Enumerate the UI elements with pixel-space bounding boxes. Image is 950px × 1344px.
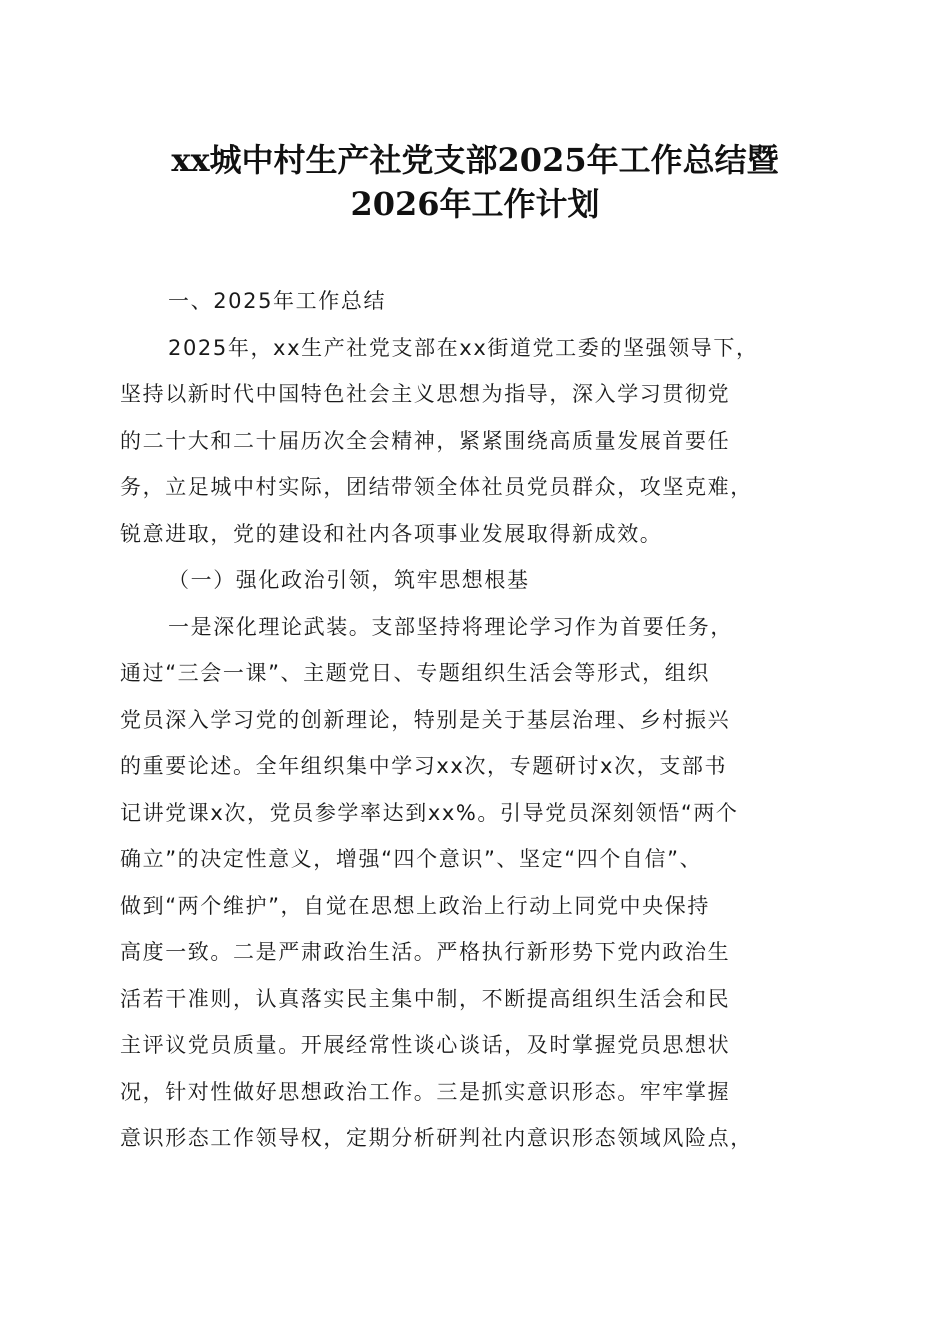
section-heading: 一、2025年工作总结	[168, 289, 387, 313]
paragraph-line: 坚持以新时代中国特色社会主义思想为指导，深入学习贯彻党	[120, 382, 731, 406]
paragraph-line: 的重要论述。全年组织集中学习xx次，专题研讨x次，支部书	[120, 754, 728, 778]
title-line-2: 2026年工作计划	[350, 185, 600, 223]
paragraph-line: 主评议党员质量。开展经常性谈心谈话，及时掌握党员思想状	[120, 1033, 731, 1057]
document-body	[120, 278, 836, 1162]
title-line-1: xx城中村生产社党支部2025年工作总结暨	[171, 141, 779, 179]
document-title	[100, 138, 850, 226]
paragraph-line: 高度一致。二是严肃政治生活。严格执行新形势下党内政治生	[120, 940, 731, 964]
paragraph-line: 一是深化理论武装。支部坚持将理论学习作为首要任务，	[168, 614, 733, 639]
paragraph-line: 锐意进取，党的建设和社内各项事业发展取得新成效。	[120, 521, 663, 546]
paragraph-line: 活若干准则，认真落实民主集中制，不断提高组织生活会和民	[120, 986, 731, 1011]
paragraph-line: 况，针对性做好思想政治工作。三是抓实意识形态。牢牢掌握	[120, 1079, 731, 1104]
paragraph-line: 通过“三会一课”、主题党日、专题组织生活会等形式，组织	[120, 661, 710, 685]
paragraph-line: 2025年，xx生产社党支部在xx街道党工委的坚强领导下，	[168, 335, 759, 360]
paragraph-line: 的二十大和二十届历次全会精神，紧紧围绕高质量发展首要任	[120, 428, 731, 453]
paragraph-line: 党员深入学习党的创新理论，特别是关于基层治理、乡村振兴	[120, 707, 731, 732]
paragraph-line: 意识形态工作领导权，定期分析研判社内意识形态领域风险点，	[120, 1126, 753, 1150]
paragraph-line: 记讲党课x次，党员参学率达到xx%。引导党员深刻领悟“两个	[120, 800, 739, 825]
paragraph-line: 确立”的决定性意义，增强“四个意识”、坚定“四个自信”、	[120, 847, 703, 871]
paragraph-line: 做到“两个维护”，自觉在思想上政治上行动上同党中央保持	[120, 893, 710, 918]
subsection-heading: （一）强化政治引领，筑牢思想根基	[168, 568, 530, 592]
paragraph-line: 务，立足城中村实际，团结带领全体社员党员群众，攻坚克难，	[120, 475, 753, 499]
